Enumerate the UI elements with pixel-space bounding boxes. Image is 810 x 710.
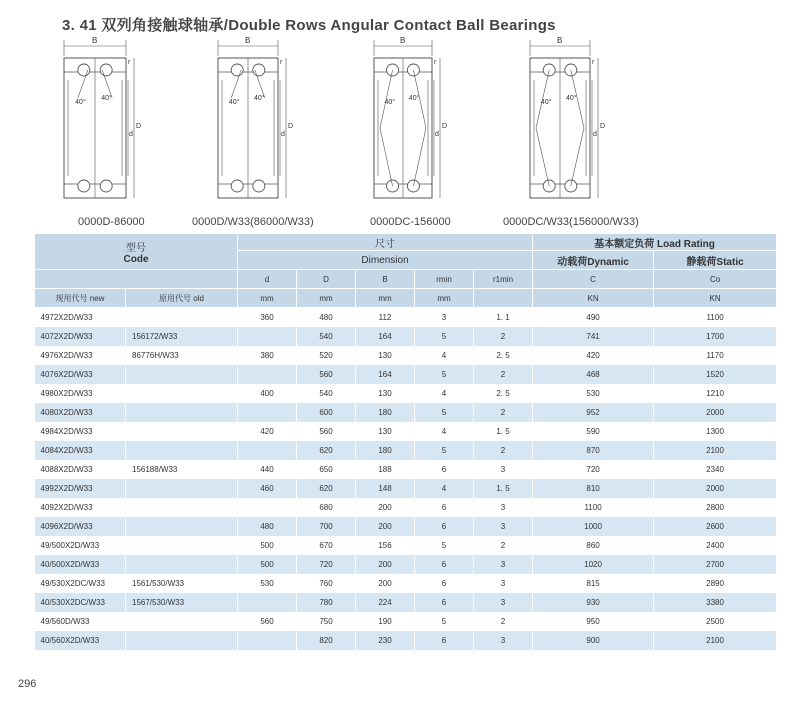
table-row	[35, 574, 777, 593]
dim-label-r: r	[280, 59, 283, 66]
cell-old	[126, 384, 238, 403]
cell-co: 2100	[654, 631, 777, 650]
cell-old: 156188/W33	[126, 460, 238, 479]
cell-new: 4080X2D/W33	[35, 403, 126, 422]
table-row	[35, 612, 777, 631]
dim-label-r: r	[592, 59, 595, 66]
cell-old	[126, 517, 238, 536]
contact-line	[380, 128, 393, 186]
cell-old	[126, 479, 238, 498]
dim-label-b: B	[245, 36, 251, 45]
static-header: 静载荷Static	[654, 251, 777, 270]
cell-d: 820	[297, 631, 356, 650]
dim-label-outer-d: D	[288, 123, 294, 130]
ball	[231, 64, 243, 76]
angle-label-left: 40°	[540, 99, 552, 106]
unit-B: mm	[356, 289, 415, 308]
cell-b: 200	[356, 555, 415, 574]
cell-c: 930	[533, 593, 654, 612]
cell-old: 86776H/W33	[126, 346, 238, 365]
cell-new: 40/530X2DC/W33	[35, 593, 126, 612]
angle-label-right: 40°	[408, 95, 420, 102]
col-B-header: B	[356, 270, 415, 289]
contact-line	[536, 128, 549, 186]
cell-rmin: 6	[415, 460, 474, 479]
cell-d: 480	[238, 517, 297, 536]
cell-d	[238, 441, 297, 460]
table-row	[35, 517, 777, 536]
cell-r1min: 1. 5	[474, 422, 533, 441]
cell-d: 540	[297, 327, 356, 346]
cell-r1min: 2	[474, 612, 533, 631]
cell-d: 480	[297, 308, 356, 328]
ball	[100, 64, 112, 76]
cell-b: 164	[356, 327, 415, 346]
angle-label-right: 40°	[101, 95, 112, 102]
table-row	[35, 555, 777, 574]
cell-d	[238, 403, 297, 422]
cell-new: 4992X2D/W33	[35, 479, 126, 498]
dim-label-b: B	[400, 36, 406, 45]
cell-d: 780	[297, 593, 356, 612]
cell-new: 49/530X2DC/W33	[35, 574, 126, 593]
cell-rmin: 5	[415, 441, 474, 460]
cell-c: 810	[533, 479, 654, 498]
diagram-label-4: 0000DC/W33(156000/W33)	[503, 216, 639, 228]
cell-b: 190	[356, 612, 415, 631]
cell-co: 1520	[654, 365, 777, 384]
cell-c: 1020	[533, 555, 654, 574]
angle-label-right: 40°	[254, 95, 265, 102]
cell-new: 40/560X2D/W33	[35, 631, 126, 650]
table-body	[35, 308, 777, 651]
cell-d: 560	[297, 422, 356, 441]
cell-old	[126, 555, 238, 574]
cell-new: 4088X2D/W33	[35, 460, 126, 479]
cell-rmin: 6	[415, 631, 474, 650]
cell-c: 870	[533, 441, 654, 460]
cell-rmin: 4	[415, 422, 474, 441]
cell-new: 4084X2D/W33	[35, 441, 126, 460]
cell-d: 400	[238, 384, 297, 403]
col-old-header: 原用代号 old	[126, 289, 238, 308]
cell-new: 40/500X2D/W33	[35, 555, 126, 574]
table-row	[35, 384, 777, 403]
cell-co: 1700	[654, 327, 777, 346]
cell-c: 952	[533, 403, 654, 422]
cell-co: 1210	[654, 384, 777, 403]
cell-b: 188	[356, 460, 415, 479]
cell-r1min: 3	[474, 517, 533, 536]
col-Co-header: Co	[654, 270, 777, 289]
cell-c: 468	[533, 365, 654, 384]
table-row	[35, 631, 777, 650]
cell-co: 3380	[654, 593, 777, 612]
unit-C: KN	[533, 289, 654, 308]
cell-c: 950	[533, 612, 654, 631]
unit-rmin: mm	[415, 289, 474, 308]
cell-co: 2000	[654, 403, 777, 422]
cell-co: 2600	[654, 517, 777, 536]
table-row	[35, 441, 777, 460]
cell-d: 760	[297, 574, 356, 593]
cell-b: 156	[356, 536, 415, 555]
dim-label-inner-d: d	[593, 131, 597, 138]
dim-label-outer-d: D	[600, 123, 606, 130]
cell-old	[126, 631, 238, 650]
cell-rmin: 5	[415, 403, 474, 422]
diagram-label-3: 0000DC-156000	[370, 216, 451, 228]
cell-co: 2000	[654, 479, 777, 498]
unit-D: mm	[297, 289, 356, 308]
code-header	[35, 234, 238, 270]
cell-old	[126, 498, 238, 517]
cell-c: 420	[533, 346, 654, 365]
cell-c: 860	[533, 536, 654, 555]
dim-label-inner-d: d	[129, 131, 133, 138]
cell-rmin: 5	[415, 327, 474, 346]
dim-label-outer-d: D	[136, 123, 142, 130]
cell-d: 750	[297, 612, 356, 631]
cell-old: 1561/530/W33	[126, 574, 238, 593]
cell-d: 560	[238, 612, 297, 631]
diagram-label-2: 0000D/W33(86000/W33)	[192, 216, 314, 228]
cell-r1min: 1. 5	[474, 479, 533, 498]
cell-d: 620	[297, 479, 356, 498]
dim-label-b: B	[92, 36, 98, 45]
dim-label-b: B	[557, 36, 563, 45]
cell-b: 200	[356, 498, 415, 517]
cell-new: 4980X2D/W33	[35, 384, 126, 403]
col-C-header: C	[533, 270, 654, 289]
cell-d: 600	[297, 403, 356, 422]
cell-d	[238, 498, 297, 517]
cell-c: 490	[533, 308, 654, 328]
code-subheader	[35, 270, 238, 289]
angle-label-right: 40°	[566, 95, 577, 102]
cell-b: 164	[356, 365, 415, 384]
cell-new: 4096X2D/W33	[35, 517, 126, 536]
col-r1min-header: r1min	[474, 270, 533, 289]
cell-r1min: 2	[474, 441, 533, 460]
cell-rmin: 4	[415, 346, 474, 365]
cell-old	[126, 422, 238, 441]
cell-new: 4984X2D/W33	[35, 422, 126, 441]
cell-rmin: 6	[415, 574, 474, 593]
table-row	[35, 460, 777, 479]
ball	[253, 64, 265, 76]
unit-r1min	[474, 289, 533, 308]
table-row	[35, 422, 777, 441]
cell-co: 1170	[654, 346, 777, 365]
code-header-zh: 型号	[126, 242, 146, 254]
cell-co: 2890	[654, 574, 777, 593]
cell-old: 156172/W33	[126, 327, 238, 346]
cell-r1min: 3	[474, 498, 533, 517]
page-title: 3. 41 双列角接触球轴承/Double Rows Angular Contact Ball Bearings	[62, 17, 556, 34]
dim-label-r: r	[434, 59, 437, 66]
cell-rmin: 4	[415, 384, 474, 403]
cell-b: 148	[356, 479, 415, 498]
dim-label-inner-d: d	[281, 131, 285, 138]
table-row	[35, 327, 777, 346]
cell-c: 900	[533, 631, 654, 650]
load-rating-header: 基本额定负荷 Load Rating	[533, 234, 777, 251]
cell-rmin: 4	[415, 479, 474, 498]
cell-b: 224	[356, 593, 415, 612]
cell-c: 530	[533, 384, 654, 403]
col-new-header: 现用代号 new	[35, 289, 126, 308]
cell-rmin: 6	[415, 498, 474, 517]
cell-new: 4972X2D/W33	[35, 308, 126, 328]
cell-d: 530	[238, 574, 297, 593]
cell-new: 4076X2D/W33	[35, 365, 126, 384]
cell-d: 680	[297, 498, 356, 517]
table-row	[35, 346, 777, 365]
cell-rmin: 3	[415, 308, 474, 328]
cell-r1min: 2	[474, 536, 533, 555]
bearing-spec-table	[34, 233, 777, 650]
dim-label-outer-d: D	[442, 123, 448, 130]
cell-d: 360	[238, 308, 297, 328]
dimension-header-zh: 尺寸	[238, 234, 533, 251]
cell-rmin: 5	[415, 612, 474, 631]
cell-old	[126, 612, 238, 631]
cell-c: 720	[533, 460, 654, 479]
angle-label-left: 40°	[384, 99, 396, 106]
cell-b: 230	[356, 631, 415, 650]
ball	[78, 180, 90, 192]
cell-r1min: 2. 5	[474, 346, 533, 365]
cell-new: 49/500X2D/W33	[35, 536, 126, 555]
cell-c: 815	[533, 574, 654, 593]
cell-b: 112	[356, 308, 415, 328]
cell-rmin: 6	[415, 555, 474, 574]
cell-c: 741	[533, 327, 654, 346]
diagram-label-1: 0000D-86000	[78, 216, 145, 228]
cell-c: 1100	[533, 498, 654, 517]
cell-d	[238, 327, 297, 346]
col-D-header: D	[297, 270, 356, 289]
cell-r1min: 3	[474, 460, 533, 479]
cell-r1min: 3	[474, 631, 533, 650]
angle-label-left: 40°	[75, 99, 86, 106]
table-row	[35, 308, 777, 328]
angle-label-left: 40°	[228, 99, 240, 106]
cell-r1min: 3	[474, 555, 533, 574]
cell-old	[126, 308, 238, 328]
ball	[100, 180, 112, 192]
col-rmin-header: rmin	[415, 270, 474, 289]
cell-d: 520	[297, 346, 356, 365]
cell-d: 540	[297, 384, 356, 403]
cell-d: 500	[238, 555, 297, 574]
table-row	[35, 498, 777, 517]
unit-d: mm	[238, 289, 297, 308]
cell-d: 670	[297, 536, 356, 555]
cell-co: 2100	[654, 441, 777, 460]
dim-label-r: r	[128, 59, 131, 66]
cell-old	[126, 403, 238, 422]
cell-b: 200	[356, 574, 415, 593]
cell-co: 2340	[654, 460, 777, 479]
ball	[231, 180, 243, 192]
cell-b: 200	[356, 517, 415, 536]
dimension-header-en: Dimension	[238, 251, 533, 270]
contact-line	[413, 128, 426, 186]
cell-d: 440	[238, 460, 297, 479]
unit-Co: KN	[654, 289, 777, 308]
cell-b: 180	[356, 403, 415, 422]
cell-r1min: 1. 1	[474, 308, 533, 328]
cell-new: 4092X2D/W33	[35, 498, 126, 517]
cell-b: 130	[356, 422, 415, 441]
cell-d: 500	[238, 536, 297, 555]
cell-rmin: 6	[415, 593, 474, 612]
cell-r1min: 2	[474, 403, 533, 422]
cell-co: 1100	[654, 308, 777, 328]
cell-d: 380	[238, 346, 297, 365]
cell-rmin: 5	[415, 365, 474, 384]
cell-new: 4072X2D/W33	[35, 327, 126, 346]
cell-d	[238, 631, 297, 650]
cell-r1min: 2. 5	[474, 384, 533, 403]
table-row	[35, 479, 777, 498]
cell-co: 2800	[654, 498, 777, 517]
cell-d: 720	[297, 555, 356, 574]
table-row	[35, 403, 777, 422]
cell-d	[238, 365, 297, 384]
cell-d: 650	[297, 460, 356, 479]
cell-rmin: 5	[415, 536, 474, 555]
cell-r1min: 2	[474, 365, 533, 384]
cell-d: 560	[297, 365, 356, 384]
cell-old	[126, 536, 238, 555]
col-d-header: d	[238, 270, 297, 289]
cell-new: 49/560D/W33	[35, 612, 126, 631]
table-row	[35, 536, 777, 555]
bearing-diagrams	[0, 34, 810, 234]
cell-c: 590	[533, 422, 654, 441]
ball	[253, 180, 265, 192]
table-row	[35, 365, 777, 384]
cell-d: 420	[238, 422, 297, 441]
cell-b: 130	[356, 384, 415, 403]
code-header-en: Code	[123, 253, 149, 265]
cell-c: 1000	[533, 517, 654, 536]
dynamic-header: 动载荷Dynamic	[533, 251, 654, 270]
cell-old: 1567/530/W33	[126, 593, 238, 612]
cell-r1min: 2	[474, 327, 533, 346]
cell-co: 2400	[654, 536, 777, 555]
contact-line	[571, 128, 584, 186]
cell-co: 2500	[654, 612, 777, 631]
cell-old	[126, 365, 238, 384]
cell-r1min: 3	[474, 593, 533, 612]
cell-old	[126, 441, 238, 460]
cell-co: 2700	[654, 555, 777, 574]
ball	[78, 64, 90, 76]
cell-co: 1300	[654, 422, 777, 441]
dim-label-inner-d: d	[435, 131, 439, 138]
cell-new: 4976X2D/W33	[35, 346, 126, 365]
cell-rmin: 6	[415, 517, 474, 536]
cell-b: 180	[356, 441, 415, 460]
page-number: 296	[18, 678, 37, 690]
cell-d: 700	[297, 517, 356, 536]
cell-r1min: 3	[474, 574, 533, 593]
cell-d: 460	[238, 479, 297, 498]
cell-d	[238, 593, 297, 612]
cell-b: 130	[356, 346, 415, 365]
table-row	[35, 593, 777, 612]
cell-d: 620	[297, 441, 356, 460]
